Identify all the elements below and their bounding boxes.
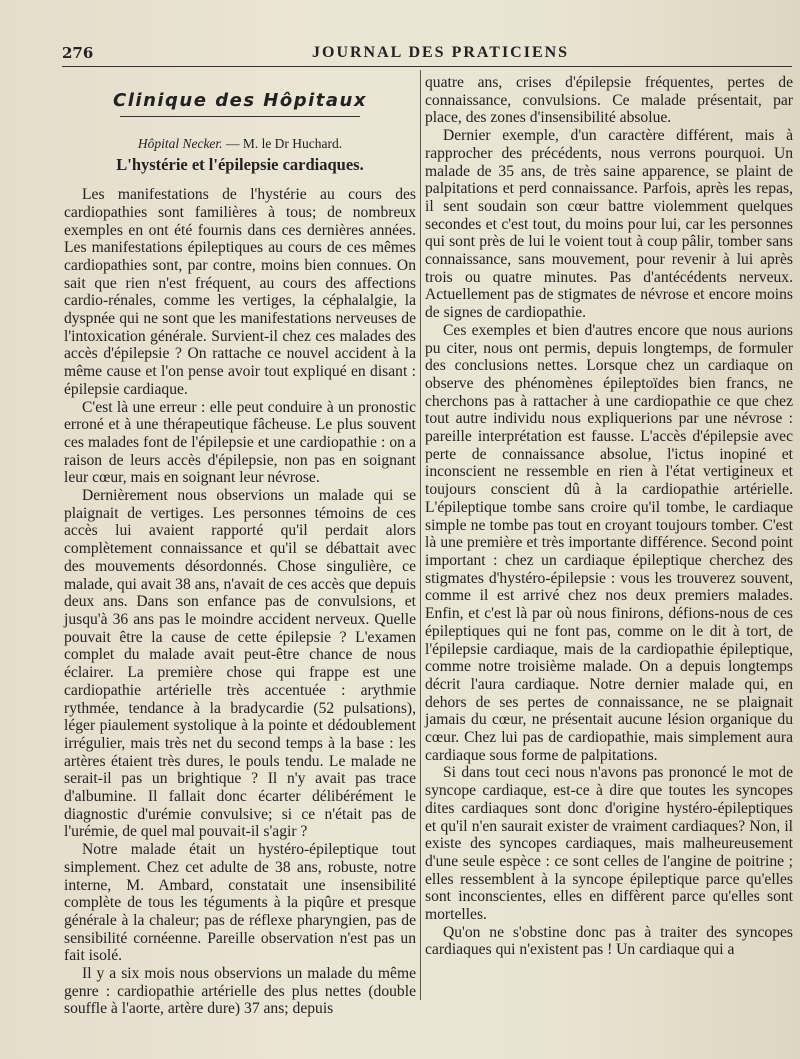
section-title: Clinique des Hôpitaux [113, 90, 367, 111]
left-column [64, 74, 416, 1018]
paragraph: quatre ans, crises d'épilepsie fréquentes, pertes de connaissance, convulsions. Ce malade présentait, par place, des zones d'insensibilité absolue. [425, 74, 793, 127]
article-byline [64, 135, 416, 153]
paragraph: Qu'on ne s'obstine donc pas à traiter des syncopes cardiaques qui n'existent pas ! Un cardiaque qui a [425, 923, 793, 959]
byline-hospital: Hôpital Necker. [137, 135, 223, 151]
journal-title: JOURNAL DES PRATICIENS [312, 44, 570, 61]
page-number: 276 [62, 44, 94, 62]
paragraph: Notre malade était un hystéro-épileptique tout simplement. Chez cet adulte de 38 ans, robuste, notre interne, M. Ambard, constatait une insensibilité complète de tous les téguments à la piqûre et presque générale à la chaleur; pas de réflexe pharyngien, pas de sensibilité cornéenne. Pareille observation n'est pas un fait isolé. [64, 841, 416, 965]
column-divider [420, 70, 421, 1000]
paragraph: Les manifestations de l'hystérie au cours des cardiopathies sont familières à tous; de nombreux exemples en ont été fournis dans ces dernières années. Les manifestations épileptiques au cours de ces mêmes cardiopathies sont, par contre, moins bien connues. On sait que rien n'est fréquent, au cours des affections cardio-rénales, comme les vertiges, la céphalalgie, la dyspnée qui ne sont que les manifestations nerveuses de l'intoxication générale. Survient-il chez ces malades des accès d'épilepsie ? On rattache ce nouvel accident à la même cause et l'on pense avoir tout expliqué en disant : épilepsie cardiaque. [64, 186, 416, 398]
paragraph: C'est là une erreur : elle peut conduire à un pronostic erroné et à une thérapeutique fâcheuse. Le plus souvent ces malades font de l'épilepsie et une cardiopathie : on a raison de leurs accès d'épilepsie, non pas en soignant leur cœur, mais en soignant leur névrose. [64, 398, 416, 487]
paragraph: Dernièrement nous observions un malade qui se plaignait de vertiges. Les personnes témoins de ces accès lui avaient rapporté qu'il perdait alors complètement connaissance et qu'il se débattait avec des mouvements désordonnés. Chose singulière, ce malade, qui avait 38 ans, n'avait de ces accès que depuis deux ans. Dans son enfance pas de convulsions, et jusqu'à 36 ans pas le moindre accident nerveux. Quelle pouvait être la cause de cette épilepsie ? L'examen complet du malade avait peut-être chance de nous éclairer. La première chose qui frappe est une cardiopathie artérielle très accentuée : arythmie rythmée, tendance à la bradycardie (52 pulsations), léger piaulement systolique à la pointe et dédoublement irrégulier, mais très net du second temps à la base : les artères étaient très dures, le pouls tendu. Le malade ne serait-il pas un brightique ? Il n'y avait pas trace d'albumine. Il fallait donc écarter délibérément le diagnostic d'urémie convulsive; si ce n'était pas de l'urémie, de quel mal pouvait-il s'agir ? [64, 487, 416, 841]
paragraph: Ces exemples et bien d'autres encore que nous aurions pu citer, nous ont permis, depuis longtemps, de formuler des conclusions nettes. Lorsque chez un cardiaque on observe des phénomènes épileptoïdes bien francs, ne cherchons pas à rattacher à une cardiopathie ce que chez tout autre individu nous expliquerions par une névrose : pareille interprétation est fausse. L'accès d'épilepsie avec perte de connaissance absolue, l'ictus inopiné et inconscient ne ressemble en rien à l'état vertigineux et toujours conscient dû à la cardiopathie artérielle. L'épileptique tombe sans croire qu'il tombe, le cardiaque simple ne tombe pas tout en croyant toujours tomber. C'est là une première et très importante différence. Second point important : chez un cardiaque épileptique cherchez des stigmates d'hystéro-épilepsie : vous les trouverez souvent, comme il est arrivé chez nos deux premiers malades. Enfin, et c'est là par où nous finirons, défions-nous de ces épileptiques qui ne font pas, comme on le dit à tort, de l'épilepsie cardiaque, mais de la cardiopathie épileptique, comme notre troisième malade. On a depuis longtemps décrit l'aura cardiaque. Notre dernier malade qui, en dehors de ses pertes de connaissance, ne se plaignait jamais du cœur, ne présentait aucune lésion organique du cœur. Chez lui pas de cardiopathie, mais simplement aura cardiaque sous forme de palpitations. [425, 321, 793, 764]
paragraph: Il y a six mois nous observions un malade du même genre : cardiopathie artérielle des plus nettes (double souffle à l'aorte, artère dure) 37 ans; depuis [64, 965, 416, 1018]
byline-author: — M. le Dr Huchard. [222, 135, 343, 151]
right-column [425, 74, 793, 959]
page-header [62, 42, 792, 67]
paragraph: Si dans tout ceci nous n'avons pas prononcé le mot de syncope cardiaque, est-ce à dire que toutes les syncopes dites cardiaques sont donc d'origine hystéro-épileptiques et qu'il n'en saurait exister de vraiment cardiaques? Non, il existe des syncopes cardiaques, mais malheureusement d'une seule espèce : ce sont celles de l'angine de poitrine ; elles ressemblent à la syncope épileptique parce qu'elles sont inconscientes, elles en diffèrent parce qu'elles sont mortelles. [425, 764, 793, 924]
article-title: L'hystérie et l'épilepsie cardiaques. [116, 155, 364, 175]
paragraph: Dernier exemple, d'un caractère différent, mais à rapprocher des précédents, nous verrons pourquoi. Un malade de 35 ans, de très saine apparence, se plaint de palpitations et perd connaissance. Parfois, après les repas, il sent soudain son cœur battre violemment quelques secondes et c'est tout, du moins pour lui, car les personnes qui sont près de lui le voient tout à coup pâlir, tomber sans connaissance, sans mouvement, pour revenir à lui après trois ou quatre minutes. Pas d'antécédents nerveux. Actuellement pas de stigmates de névrose et encore moins de signes de cardiopathie. [425, 127, 793, 322]
section-title-rule [120, 116, 360, 117]
